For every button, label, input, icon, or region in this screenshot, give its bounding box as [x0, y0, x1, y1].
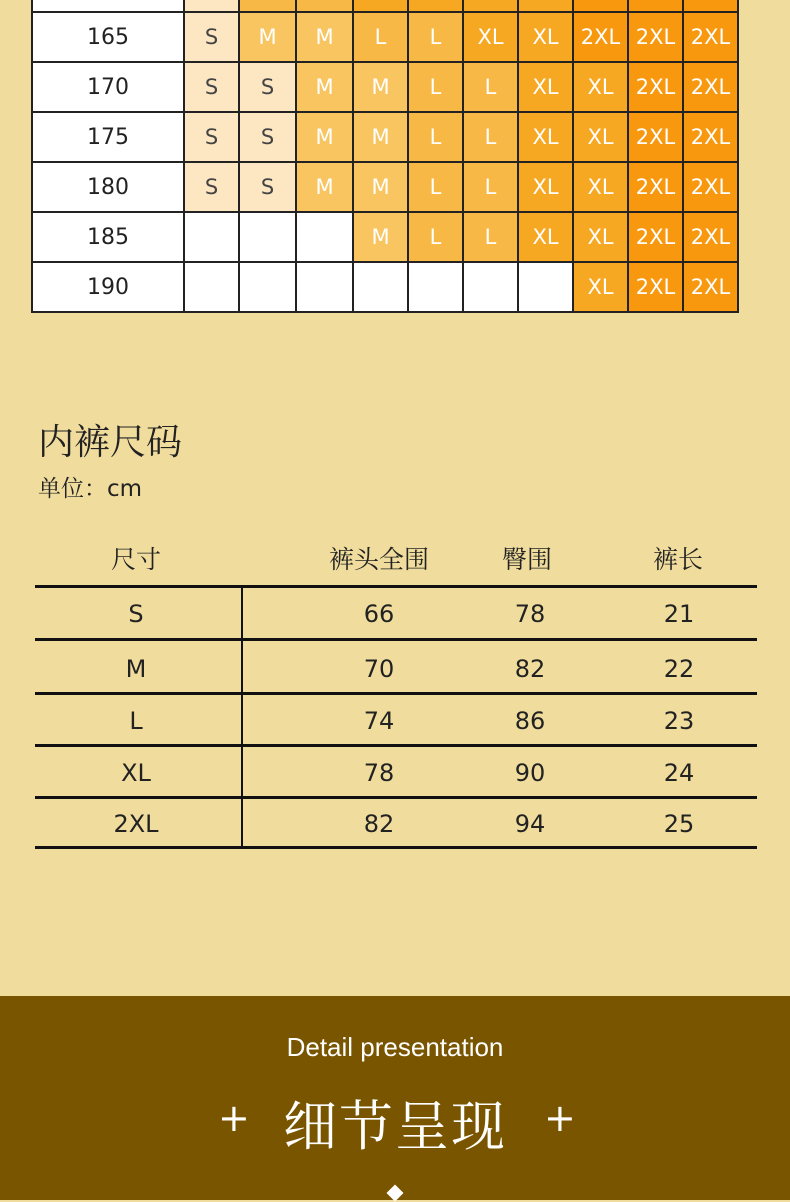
banner-chinese-title: 细节呈现	[283, 1095, 507, 1158]
cell-hip: 82	[514, 655, 546, 683]
size-cell: S	[184, 112, 239, 162]
size-chart-row	[32, 0, 738, 12]
size-cell	[463, 262, 518, 312]
size-cell: XL	[518, 212, 573, 262]
size-cell: XL	[573, 62, 628, 112]
cell-length: 24	[663, 759, 695, 787]
height-cell: 175	[32, 112, 184, 162]
size-chart-row	[32, 12, 738, 62]
size-cell: 2XL	[628, 162, 683, 212]
size-chart-row	[32, 212, 738, 262]
detail-banner	[0, 996, 790, 1200]
height-cell	[32, 0, 184, 12]
size-cell	[296, 0, 353, 12]
size-cell	[239, 0, 296, 12]
cell-hip: 78	[514, 600, 546, 628]
size-cell: XL	[518, 162, 573, 212]
size-cell: S	[184, 62, 239, 112]
table-rule	[35, 796, 757, 799]
size-cell: XL	[518, 112, 573, 162]
size-cell: XL	[518, 62, 573, 112]
size-cell: XL	[463, 12, 518, 62]
header-length: 裤长	[652, 545, 704, 574]
size-cell: S	[184, 12, 239, 62]
header-size: 尺寸	[110, 545, 162, 574]
size-cell: XL	[573, 112, 628, 162]
size-cell: 2XL	[628, 112, 683, 162]
size-cell: L	[463, 112, 518, 162]
plus-icon: +	[544, 1096, 576, 1140]
cell-size: 2XL	[113, 810, 159, 838]
underwear-size-title: 内裤尺码	[38, 422, 183, 463]
size-cell: L	[463, 212, 518, 262]
size-chart-row	[32, 112, 738, 162]
height-cell: 190	[32, 262, 184, 312]
height-cell: 185	[32, 212, 184, 262]
size-cell	[239, 212, 296, 262]
size-cell: 2XL	[683, 12, 738, 62]
size-cell	[184, 262, 239, 312]
size-cell: S	[239, 112, 296, 162]
plus-icon: +	[218, 1096, 250, 1140]
size-cell: 2XL	[628, 62, 683, 112]
size-cell: 2XL	[683, 212, 738, 262]
size-cell: L	[408, 162, 463, 212]
size-cell: 2XL	[683, 112, 738, 162]
cell-length: 22	[663, 655, 695, 683]
diamond-icon	[387, 1185, 404, 1202]
cell-size: S	[128, 600, 144, 628]
cell-size: XL	[121, 759, 151, 787]
size-cell: M	[353, 212, 408, 262]
size-cell: 2XL	[573, 12, 628, 62]
cell-size: M	[125, 655, 147, 683]
size-cell: M	[239, 12, 296, 62]
cell-length: 25	[663, 810, 695, 838]
cell-waist: 74	[363, 707, 395, 735]
cell-hip: 90	[514, 759, 546, 787]
size-cell: S	[239, 62, 296, 112]
size-cell	[184, 212, 239, 262]
size-cell: L	[408, 112, 463, 162]
size-cell	[296, 262, 353, 312]
banner-english-title: Detail presentation	[286, 1032, 504, 1062]
table-rule	[35, 692, 757, 695]
table-rule	[35, 585, 757, 588]
header-waist: 裤头全围	[328, 545, 430, 574]
size-cell: L	[463, 62, 518, 112]
size-cell: L	[408, 12, 463, 62]
cell-waist: 82	[363, 810, 395, 838]
cell-waist: 66	[363, 600, 395, 628]
size-cell: S	[184, 162, 239, 212]
size-cell: 2XL	[683, 262, 738, 312]
size-chart-row	[32, 62, 738, 112]
size-chart-table	[31, 0, 739, 313]
size-cell: M	[296, 62, 353, 112]
size-cell: L	[408, 212, 463, 262]
size-chart-row	[32, 162, 738, 212]
size-cell: M	[353, 162, 408, 212]
size-cell	[353, 0, 408, 12]
height-cell: 165	[32, 12, 184, 62]
size-cell	[463, 0, 518, 12]
cell-hip: 94	[514, 810, 546, 838]
cell-waist: 78	[363, 759, 395, 787]
size-cell	[408, 262, 463, 312]
table-rule	[35, 846, 757, 849]
size-cell: M	[353, 62, 408, 112]
unit-label: 单位：cm	[38, 476, 143, 502]
size-chart-body	[32, 0, 738, 312]
size-cell: M	[296, 112, 353, 162]
size-cell: 2XL	[628, 212, 683, 262]
size-cell	[628, 0, 683, 12]
cell-waist: 70	[363, 655, 395, 683]
size-cell	[683, 0, 738, 12]
size-cell: L	[353, 12, 408, 62]
size-cell	[408, 0, 463, 12]
cell-size: L	[129, 707, 143, 735]
size-cell: XL	[518, 12, 573, 62]
size-cell	[184, 0, 239, 12]
size-cell: M	[296, 12, 353, 62]
size-cell	[353, 262, 408, 312]
size-cell	[239, 262, 296, 312]
cell-hip: 86	[514, 707, 546, 735]
table-rule	[35, 744, 757, 747]
size-cell: XL	[573, 162, 628, 212]
size-cell: L	[463, 162, 518, 212]
height-cell: 180	[32, 162, 184, 212]
size-cell: 2XL	[683, 162, 738, 212]
table-divider	[241, 588, 243, 848]
size-cell	[518, 262, 573, 312]
size-cell: S	[239, 162, 296, 212]
table-rule	[35, 638, 757, 641]
size-cell: L	[408, 62, 463, 112]
size-cell: 2XL	[683, 62, 738, 112]
header-hip: 臀围	[501, 545, 553, 574]
size-cell: XL	[573, 212, 628, 262]
size-cell: M	[353, 112, 408, 162]
cell-length: 23	[663, 707, 695, 735]
size-cell	[518, 0, 573, 12]
size-cell: M	[296, 162, 353, 212]
size-cell	[296, 212, 353, 262]
size-chart-row	[32, 262, 738, 312]
cell-length: 21	[663, 600, 695, 628]
size-cell: 2XL	[628, 12, 683, 62]
size-cell: 2XL	[628, 262, 683, 312]
size-cell	[573, 0, 628, 12]
height-cell: 170	[32, 62, 184, 112]
size-cell: XL	[573, 262, 628, 312]
